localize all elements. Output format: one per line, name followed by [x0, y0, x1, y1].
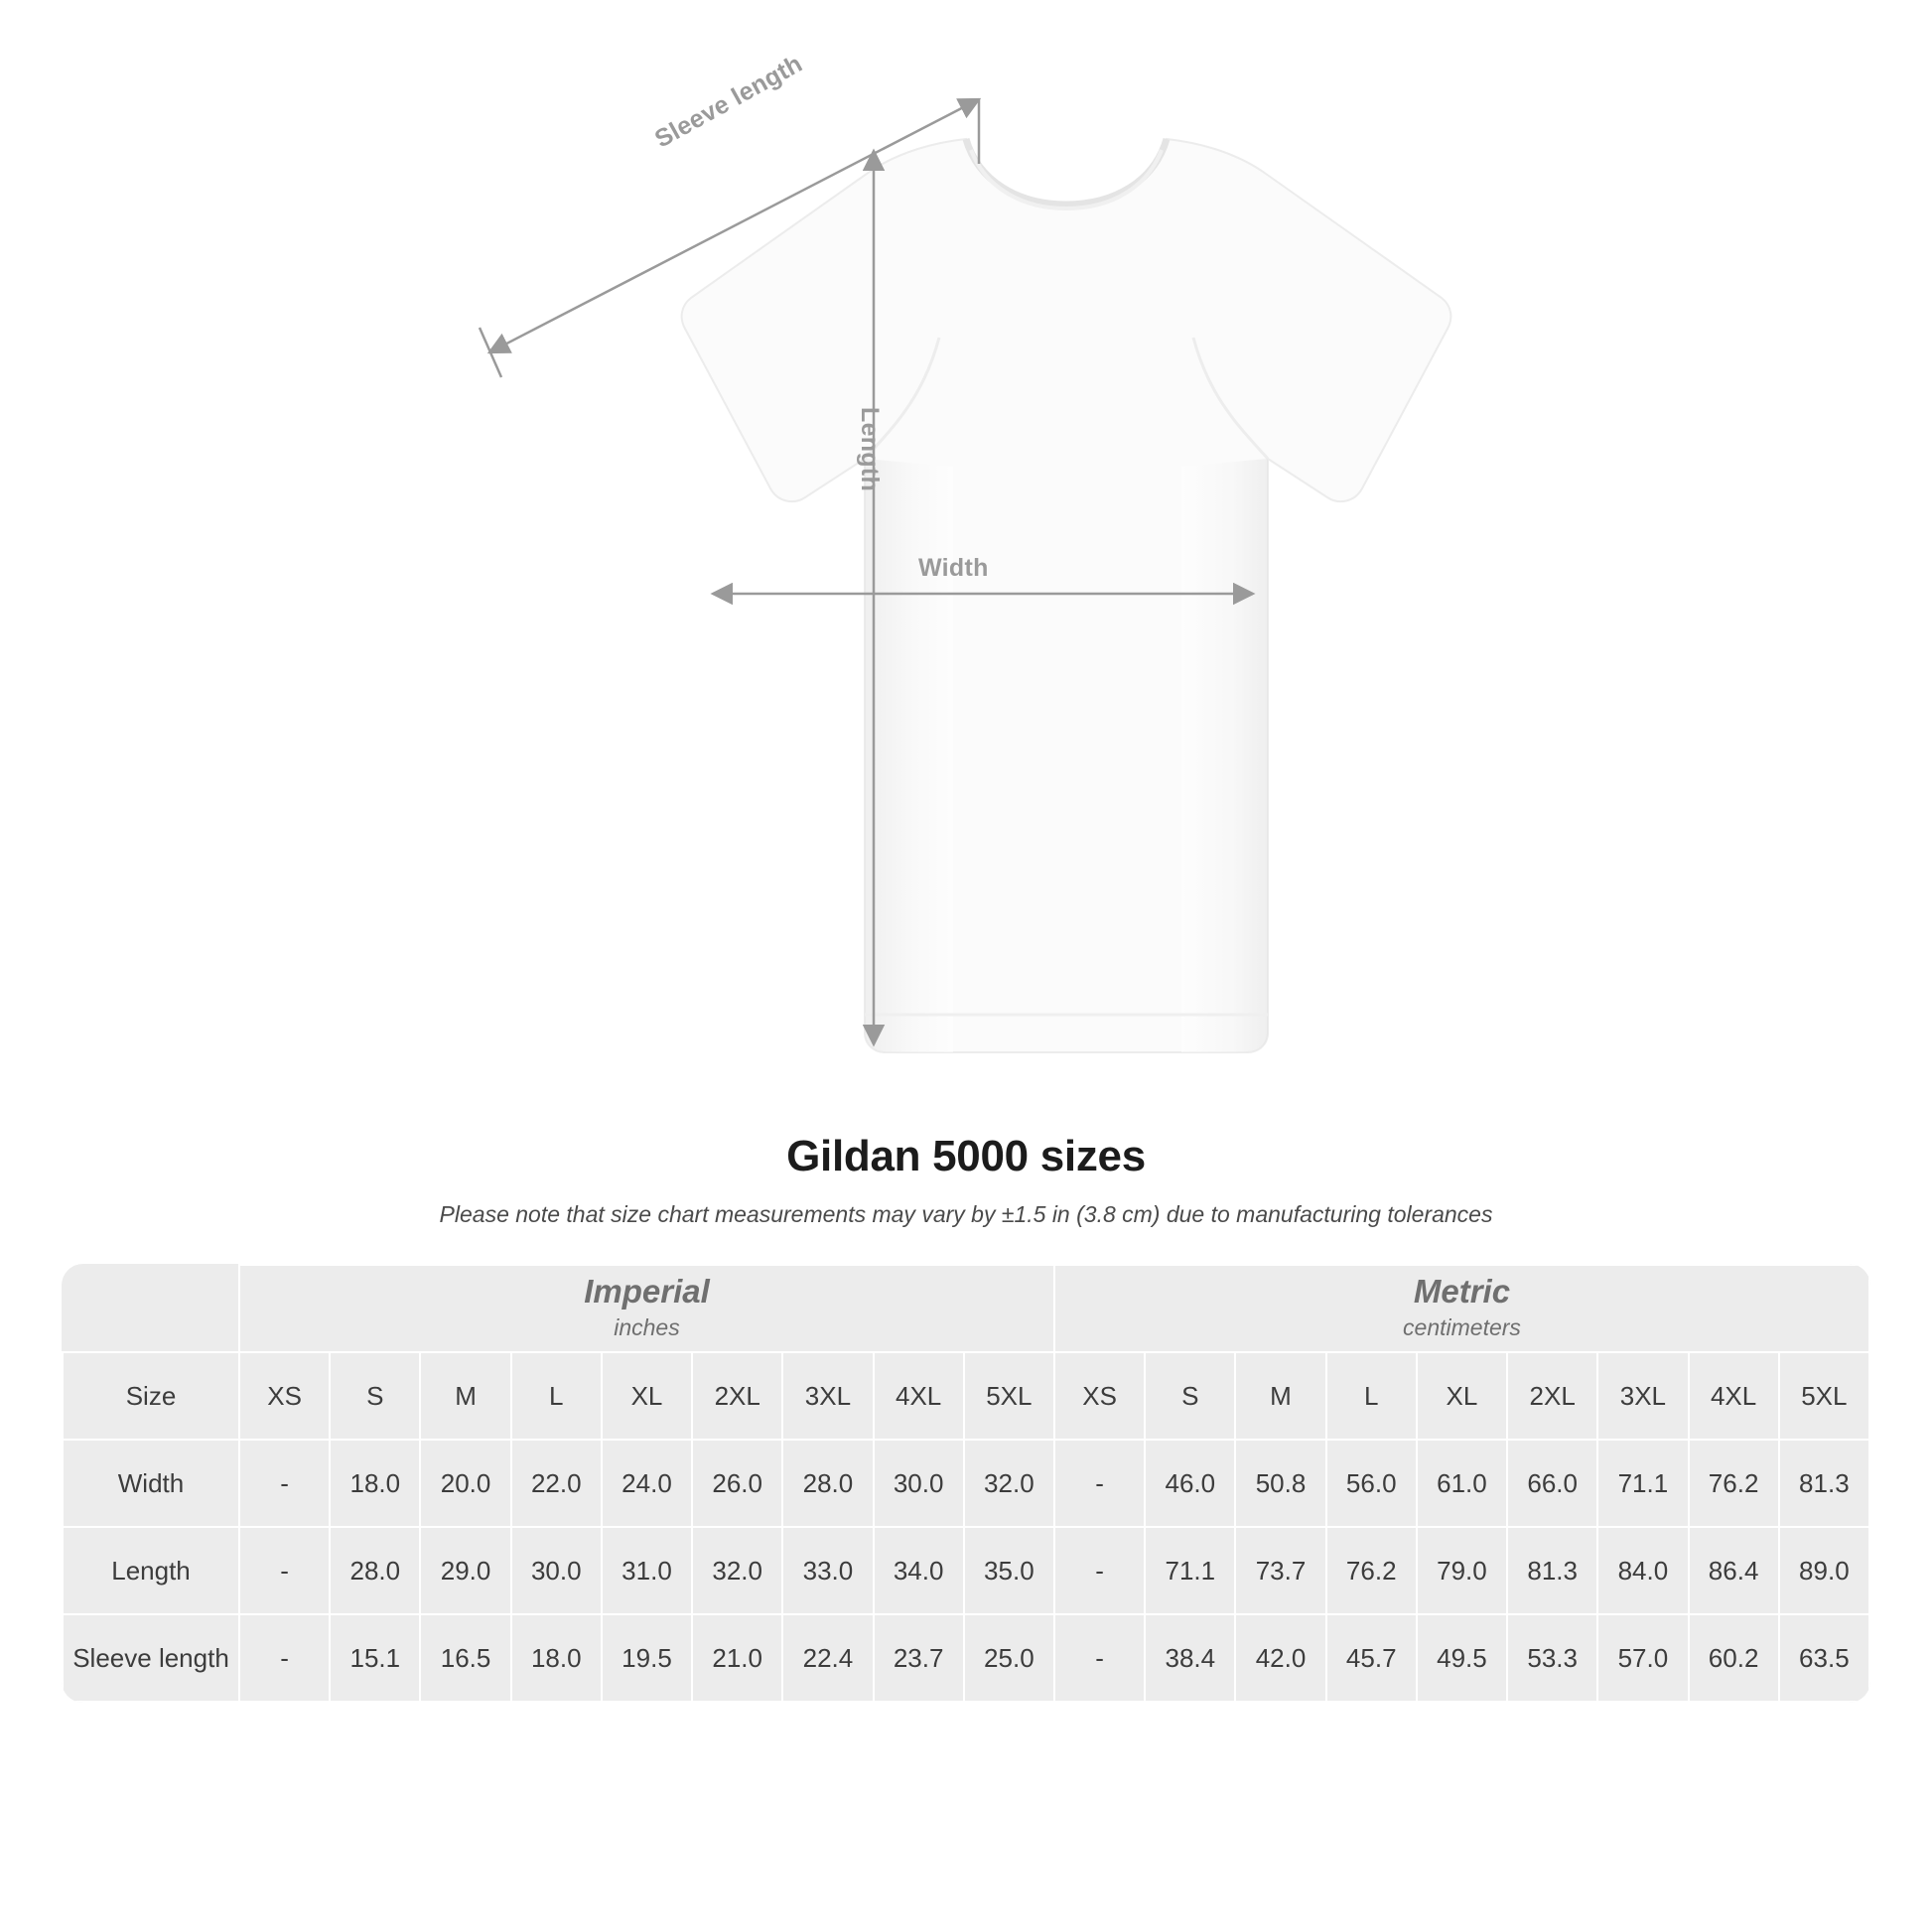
cell-length-3xl-metric: 84.0 [1597, 1527, 1688, 1614]
cell-sleeve-length-xs-imperial: - [239, 1614, 330, 1702]
size-column-header-5xl-imperial: 5XL [964, 1352, 1054, 1440]
cell-sleeve-length-m-metric: 42.0 [1235, 1614, 1325, 1702]
cell-length-s-metric: 71.1 [1145, 1527, 1235, 1614]
unit-header-imperial [239, 1265, 1054, 1352]
tolerance-note: Please note that size chart measurements may vary by ±1.5 in (3.8 cm) due to manufacturing tolerances [439, 1201, 1493, 1227]
cell-width-4xl-imperial: 30.0 [874, 1440, 964, 1527]
cell-width-l-imperial: 22.0 [511, 1440, 602, 1527]
size-column-header-3xl-imperial: 3XL [782, 1352, 873, 1440]
unit-subtitle: centimeters [1403, 1313, 1521, 1340]
size-column-header-4xl-imperial: 4XL [874, 1352, 964, 1440]
cell-width-l-metric: 56.0 [1326, 1440, 1417, 1527]
cell-width-xl-imperial: 24.0 [602, 1440, 692, 1527]
length-label: Length [856, 407, 884, 492]
cell-length-xl-imperial: 31.0 [602, 1527, 692, 1614]
cell-sleeve-length-5xl-imperial: 25.0 [964, 1614, 1054, 1702]
row-label-width: Width [63, 1440, 239, 1527]
cell-width-xs-imperial: - [239, 1440, 330, 1527]
cell-length-xs-imperial: - [239, 1527, 330, 1614]
cell-length-2xl-imperial: 32.0 [692, 1527, 782, 1614]
cell-sleeve-length-2xl-metric: 53.3 [1507, 1614, 1597, 1702]
cell-sleeve-length-xl-metric: 49.5 [1417, 1614, 1507, 1702]
size-column-header-m-imperial: M [420, 1352, 510, 1440]
size-column-header-xs-imperial: XS [239, 1352, 330, 1440]
table-corner-cell [63, 1265, 239, 1352]
cell-length-3xl-imperial: 33.0 [782, 1527, 873, 1614]
cell-length-4xl-metric: 86.4 [1689, 1527, 1779, 1614]
title-block [0, 1132, 1932, 1228]
page-title: Gildan 5000 sizes [786, 1132, 1146, 1180]
size-column-header-xl-imperial: XL [602, 1352, 692, 1440]
cell-sleeve-length-4xl-imperial: 23.7 [874, 1614, 964, 1702]
cell-sleeve-length-m-imperial: 16.5 [420, 1614, 510, 1702]
cell-width-2xl-imperial: 26.0 [692, 1440, 782, 1527]
size-column-header-xl-metric: XL [1417, 1352, 1507, 1440]
cell-sleeve-length-xs-metric: - [1054, 1614, 1145, 1702]
size-column-header-l-imperial: L [511, 1352, 602, 1440]
width-label: Width [918, 554, 989, 582]
sleeve-length-label: Sleeve length [650, 49, 807, 154]
cell-width-3xl-imperial: 28.0 [782, 1440, 873, 1527]
cell-length-xs-metric: - [1054, 1527, 1145, 1614]
cell-width-3xl-metric: 71.1 [1597, 1440, 1688, 1527]
size-column-header-xs-metric: XS [1054, 1352, 1145, 1440]
cell-length-4xl-imperial: 34.0 [874, 1527, 964, 1614]
row-label-sleeve-length: Sleeve length [63, 1614, 239, 1702]
cell-sleeve-length-l-metric: 45.7 [1326, 1614, 1417, 1702]
cell-width-xs-metric: - [1054, 1440, 1145, 1527]
cell-sleeve-length-2xl-imperial: 21.0 [692, 1614, 782, 1702]
size-header-row [63, 1352, 1869, 1440]
cell-width-5xl-metric: 81.3 [1779, 1440, 1869, 1527]
size-table-wrapper [62, 1264, 1870, 1703]
cell-length-s-imperial: 28.0 [330, 1527, 420, 1614]
cell-length-5xl-imperial: 35.0 [964, 1527, 1054, 1614]
cell-sleeve-length-3xl-imperial: 22.4 [782, 1614, 873, 1702]
size-column-header-4xl-metric: 4XL [1689, 1352, 1779, 1440]
cell-sleeve-length-5xl-metric: 63.5 [1779, 1614, 1869, 1702]
table-row [63, 1527, 1869, 1614]
cell-sleeve-length-xl-imperial: 19.5 [602, 1614, 692, 1702]
cell-sleeve-length-3xl-metric: 57.0 [1597, 1614, 1688, 1702]
cell-width-s-metric: 46.0 [1145, 1440, 1235, 1527]
size-column-header-2xl-imperial: 2XL [692, 1352, 782, 1440]
cell-length-l-metric: 76.2 [1326, 1527, 1417, 1614]
size-column-header-3xl-metric: 3XL [1597, 1352, 1688, 1440]
size-column-header-m-metric: M [1235, 1352, 1325, 1440]
row-label-length: Length [63, 1527, 239, 1614]
cell-sleeve-length-s-metric: 38.4 [1145, 1614, 1235, 1702]
table-row [63, 1440, 1869, 1527]
tshirt-shape [682, 139, 1451, 1052]
cell-length-2xl-metric: 81.3 [1507, 1527, 1597, 1614]
unit-header-metric [1054, 1265, 1869, 1352]
size-header-label: Size [63, 1352, 239, 1440]
cell-length-m-metric: 73.7 [1235, 1527, 1325, 1614]
cell-sleeve-length-l-imperial: 18.0 [511, 1614, 602, 1702]
size-column-header-5xl-metric: 5XL [1779, 1352, 1869, 1440]
cell-width-xl-metric: 61.0 [1417, 1440, 1507, 1527]
unit-subtitle: inches [614, 1313, 680, 1340]
cell-length-xl-metric: 79.0 [1417, 1527, 1507, 1614]
unit-header-row [63, 1265, 1869, 1352]
unit-title: Imperial [584, 1272, 710, 1310]
cell-width-5xl-imperial: 32.0 [964, 1440, 1054, 1527]
cell-length-5xl-metric: 89.0 [1779, 1527, 1869, 1614]
unit-title: Metric [1413, 1272, 1511, 1310]
cell-width-s-imperial: 18.0 [330, 1440, 420, 1527]
size-column-header-l-metric: L [1326, 1352, 1417, 1440]
cell-length-m-imperial: 29.0 [420, 1527, 510, 1614]
size-table [62, 1264, 1870, 1703]
cell-sleeve-length-s-imperial: 15.1 [330, 1614, 420, 1702]
size-column-header-s-metric: S [1145, 1352, 1235, 1440]
cell-width-2xl-metric: 66.0 [1507, 1440, 1597, 1527]
cell-sleeve-length-4xl-metric: 60.2 [1689, 1614, 1779, 1702]
cell-width-m-imperial: 20.0 [420, 1440, 510, 1527]
size-column-header-s-imperial: S [330, 1352, 420, 1440]
cell-width-m-metric: 50.8 [1235, 1440, 1325, 1527]
table-row [63, 1614, 1869, 1702]
cell-width-4xl-metric: 76.2 [1689, 1440, 1779, 1527]
cell-length-l-imperial: 30.0 [511, 1527, 602, 1614]
size-column-header-2xl-metric: 2XL [1507, 1352, 1597, 1440]
